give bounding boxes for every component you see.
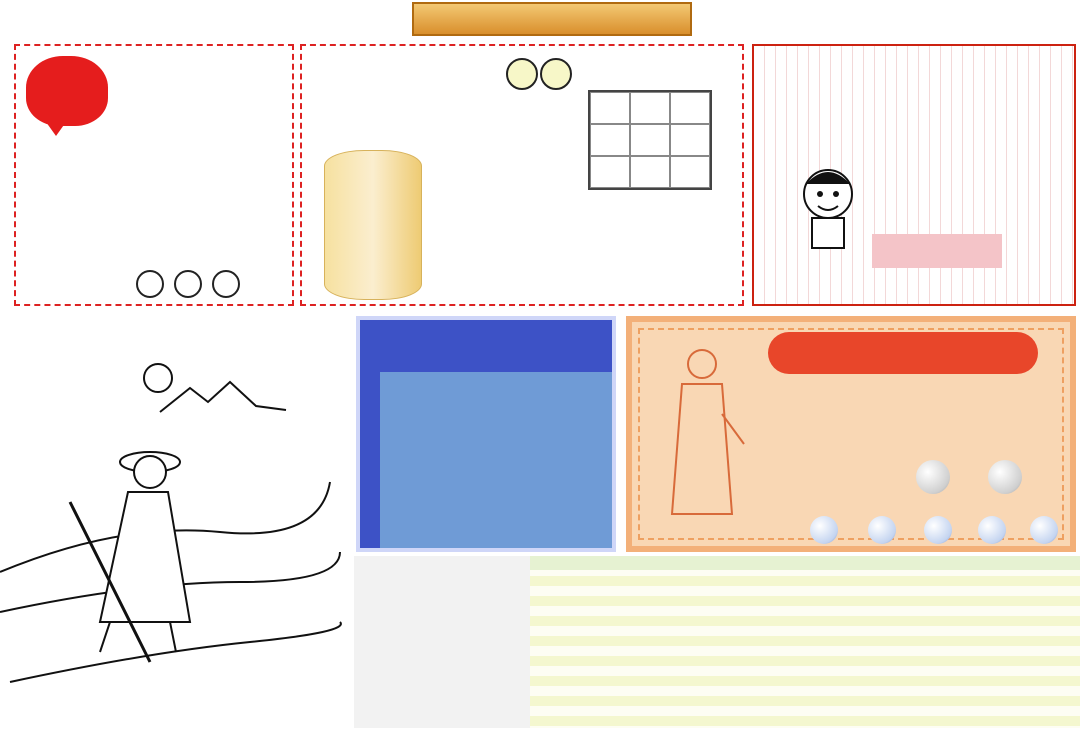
title-numbers: [506, 58, 572, 90]
grid-cell: [670, 124, 710, 156]
grid-cell: [590, 124, 630, 156]
number-ball: [1030, 516, 1058, 544]
grid-cell: [670, 92, 710, 124]
brand-cover: [752, 44, 1076, 306]
lucky-direction-scroll: [324, 150, 422, 300]
grid-cell: [670, 156, 710, 188]
number-ball: [916, 460, 950, 494]
number-circle: [506, 58, 538, 90]
grid-cell: [630, 124, 670, 156]
blank-box: [872, 234, 1002, 268]
tips-panel: [14, 44, 294, 306]
provided-numbers: [136, 270, 240, 298]
number-ball: [810, 516, 838, 544]
grid-cell: [590, 156, 630, 188]
number-ball: [988, 460, 1022, 494]
grid-cell: [630, 156, 670, 188]
number-dot-grid: [530, 556, 1080, 728]
nine-star-grid: [588, 90, 712, 190]
picture-puzzle-panel: [356, 316, 616, 552]
computer-picks-panel: [626, 316, 1076, 552]
grid-cell: [590, 92, 630, 124]
number-ball: [868, 516, 896, 544]
ink-illustration: [0, 322, 350, 728]
sage-icon: [652, 334, 752, 534]
number-circle: [540, 58, 572, 90]
nine-star-panel: [300, 44, 744, 306]
number-circle: [212, 270, 240, 298]
mascot-icon: [788, 164, 868, 254]
grid-cell: [630, 92, 670, 124]
puzzle-background: [380, 372, 616, 548]
number-ball: [924, 516, 952, 544]
speech-tail: [46, 122, 66, 136]
number-circle: [136, 270, 164, 298]
speaker-badge: [26, 56, 108, 126]
number-ball: [978, 516, 1006, 544]
direction-grid: [333, 191, 417, 195]
panel-title: [768, 332, 1038, 374]
blank-area: [354, 556, 530, 728]
banner-title: [412, 2, 692, 36]
number-circle: [174, 270, 202, 298]
traveler-illustration: [0, 322, 350, 728]
ball-header-row: [530, 556, 1080, 570]
